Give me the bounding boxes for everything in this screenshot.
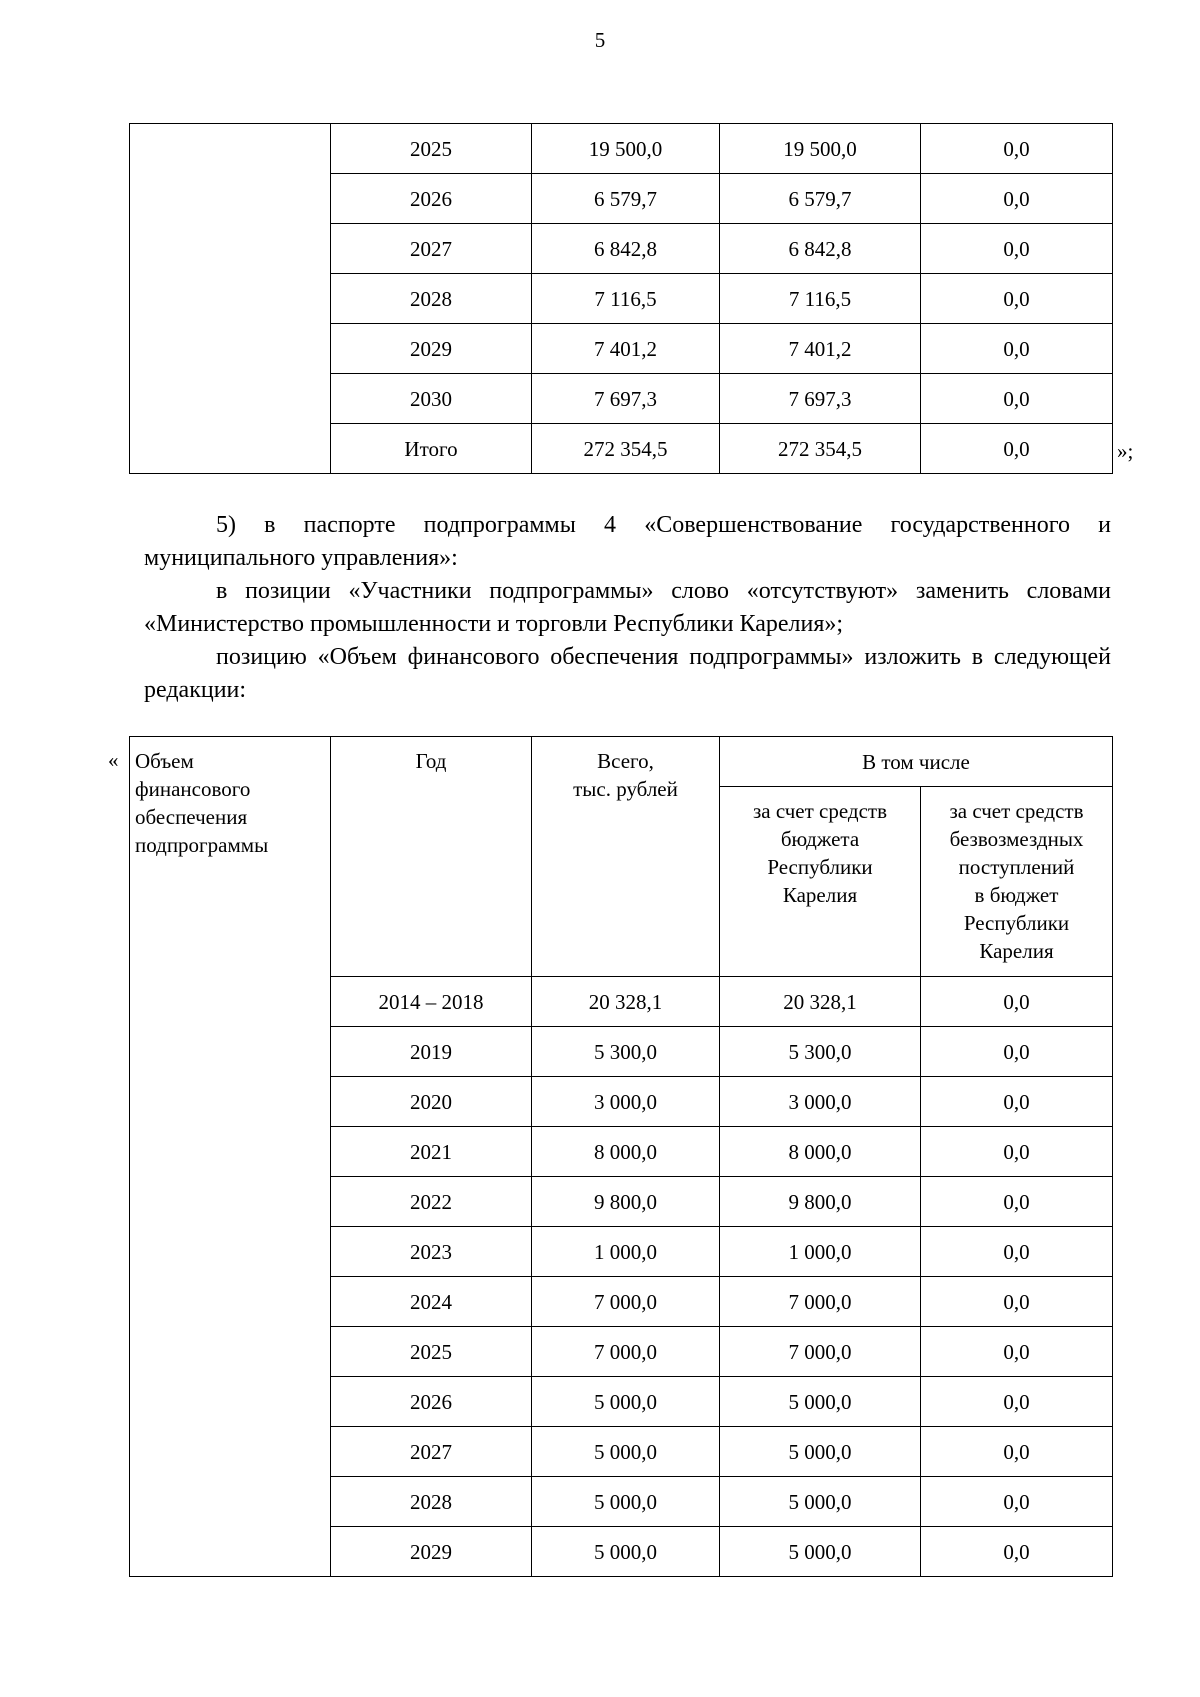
total-cell: 5 300,0 <box>532 1027 720 1077</box>
paragraph-item-5-text: 5) в паспорте подпрограммы 4 «Совершенствование государственного и муниципального управления»: <box>144 512 1111 571</box>
year-cell: 2027 <box>331 224 532 274</box>
grants-cell: 0,0 <box>921 1077 1113 1127</box>
grants-cell: 0,0 <box>921 1127 1113 1177</box>
financing-table-continued-body <box>130 124 1113 474</box>
grants-cell: 0,0 <box>921 1477 1113 1527</box>
grants-cell: 0,0 <box>921 274 1113 324</box>
grants-cell: 0,0 <box>921 324 1113 374</box>
year-cell: 2023 <box>331 1227 532 1277</box>
grants-cell: 0,0 <box>921 1027 1113 1077</box>
budget-cell: 1 000,0 <box>720 1227 921 1277</box>
paragraph-participants-text: в позиции «Участники подпрограммы» слово «отсутствуют» заменить словами «Министерство промышленности и торговли Республики Карелия»; <box>144 578 1111 637</box>
budget-cell: 7 401,2 <box>720 324 921 374</box>
grants-cell: 0,0 <box>921 224 1113 274</box>
budget-cell: 6 579,7 <box>720 174 921 224</box>
header-grants-line: Карелия <box>979 939 1054 963</box>
header-grants-line: в бюджет <box>974 883 1059 907</box>
paragraph-item-5 <box>144 509 1111 575</box>
year-cell: 2014 – 2018 <box>331 977 532 1027</box>
header-budget-funds <box>720 787 921 977</box>
grants-cell: 0,0 <box>921 424 1113 474</box>
budget-cell: 7 697,3 <box>720 374 921 424</box>
financing-table-new <box>129 736 1113 1577</box>
year-cell: 2026 <box>331 1377 532 1427</box>
position-label-line: финансового <box>135 777 251 801</box>
budget-cell: 9 800,0 <box>720 1177 921 1227</box>
header-grants-line: Республики <box>963 911 1070 935</box>
budget-cell: 7 000,0 <box>720 1277 921 1327</box>
budget-cell: 7 116,5 <box>720 274 921 324</box>
budget-cell: 5 000,0 <box>720 1527 921 1577</box>
paragraph-participants <box>144 575 1111 641</box>
header-total-line: Всего, <box>597 749 654 773</box>
financing-table-continued <box>129 123 1113 474</box>
paragraph-financing <box>144 641 1111 707</box>
total-cell: 3 000,0 <box>532 1077 720 1127</box>
total-cell: 7 000,0 <box>532 1277 720 1327</box>
budget-cell: 5 000,0 <box>720 1427 921 1477</box>
position-label-line: подпрограммы <box>135 833 269 857</box>
budget-cell: 272 354,5 <box>720 424 921 474</box>
grants-cell: 0,0 <box>921 1377 1113 1427</box>
grants-cell: 0,0 <box>921 1227 1113 1277</box>
total-cell: 7 401,2 <box>532 324 720 374</box>
year-cell: 2027 <box>331 1427 532 1477</box>
header-budget-line: Карелия <box>782 883 858 907</box>
paragraph-financing-text: позицию «Объем финансового обеспечения подпрограммы» изложить в следующей редакции: <box>144 644 1111 703</box>
total-cell: 9 800,0 <box>532 1177 720 1227</box>
table-row <box>130 124 1113 174</box>
year-cell: 2021 <box>331 1127 532 1177</box>
total-cell: 6 579,7 <box>532 174 720 224</box>
year-cell: 2030 <box>331 374 532 424</box>
total-cell: 272 354,5 <box>532 424 720 474</box>
header-grants-line: поступлений <box>958 855 1075 879</box>
year-cell: 2025 <box>331 1327 532 1377</box>
budget-cell: 5 300,0 <box>720 1027 921 1077</box>
header-row-main <box>130 737 1113 787</box>
total-cell: 6 842,8 <box>532 224 720 274</box>
budget-cell: 6 842,8 <box>720 224 921 274</box>
total-cell: 5 000,0 <box>532 1477 720 1527</box>
total-cell: 5 000,0 <box>532 1527 720 1577</box>
year-cell: 2029 <box>331 324 532 374</box>
header-grant-funds <box>921 787 1113 977</box>
total-cell: 8 000,0 <box>532 1127 720 1177</box>
year-cell: 2019 <box>331 1027 532 1077</box>
budget-cell: 7 000,0 <box>720 1327 921 1377</box>
budget-cell: 5 000,0 <box>720 1477 921 1527</box>
budget-cell: 5 000,0 <box>720 1377 921 1427</box>
total-cell: 7 116,5 <box>532 274 720 324</box>
header-budget-line: бюджета <box>780 827 860 851</box>
grants-cell: 0,0 <box>921 977 1113 1027</box>
year-cell: 2022 <box>331 1177 532 1227</box>
year-cell: 2026 <box>331 174 532 224</box>
grants-cell: 0,0 <box>921 124 1113 174</box>
grants-cell: 0,0 <box>921 1327 1113 1377</box>
header-total-line: тыс. рублей <box>573 777 678 801</box>
header-budget-line: Республики <box>767 855 873 879</box>
header-total <box>532 737 720 977</box>
year-cell: Итого <box>331 424 532 474</box>
header-budget-line: за счет средств <box>752 799 888 823</box>
total-cell: 19 500,0 <box>532 124 720 174</box>
closing-quote: »; <box>1117 439 1134 463</box>
year-cell: 2028 <box>331 274 532 324</box>
header-year: Год <box>331 737 532 977</box>
total-cell: 20 328,1 <box>532 977 720 1027</box>
year-cell: 2020 <box>331 1077 532 1127</box>
budget-cell: 19 500,0 <box>720 124 921 174</box>
financing-table-new-body <box>130 737 1113 1577</box>
grants-cell: 0,0 <box>921 1527 1113 1577</box>
grants-cell: 0,0 <box>921 1177 1113 1227</box>
opening-quote: « <box>108 748 119 772</box>
header-including: В том числе <box>720 737 1113 787</box>
year-cell: 2025 <box>331 124 532 174</box>
budget-cell: 3 000,0 <box>720 1077 921 1127</box>
total-cell: 1 000,0 <box>532 1227 720 1277</box>
position-label-line: Объем <box>135 749 194 773</box>
position-label-line: обеспечения <box>135 805 248 829</box>
year-cell: 2029 <box>331 1527 532 1577</box>
position-label-cell <box>130 124 331 474</box>
position-label-cell <box>130 737 331 1577</box>
grants-cell: 0,0 <box>921 1277 1113 1327</box>
total-cell: 7 000,0 <box>532 1327 720 1377</box>
year-cell: 2028 <box>331 1477 532 1527</box>
budget-cell: 20 328,1 <box>720 977 921 1027</box>
year-cell: 2024 <box>331 1277 532 1327</box>
budget-cell: 8 000,0 <box>720 1127 921 1177</box>
grants-cell: 0,0 <box>921 374 1113 424</box>
total-cell: 5 000,0 <box>532 1377 720 1427</box>
grants-cell: 0,0 <box>921 1427 1113 1477</box>
header-grants-line: безвозмездных <box>949 827 1084 851</box>
total-cell: 5 000,0 <box>532 1427 720 1477</box>
grants-cell: 0,0 <box>921 174 1113 224</box>
total-cell: 7 697,3 <box>532 374 720 424</box>
header-grants-line: за счет средств <box>949 799 1084 823</box>
page-number: 5 <box>594 28 606 52</box>
